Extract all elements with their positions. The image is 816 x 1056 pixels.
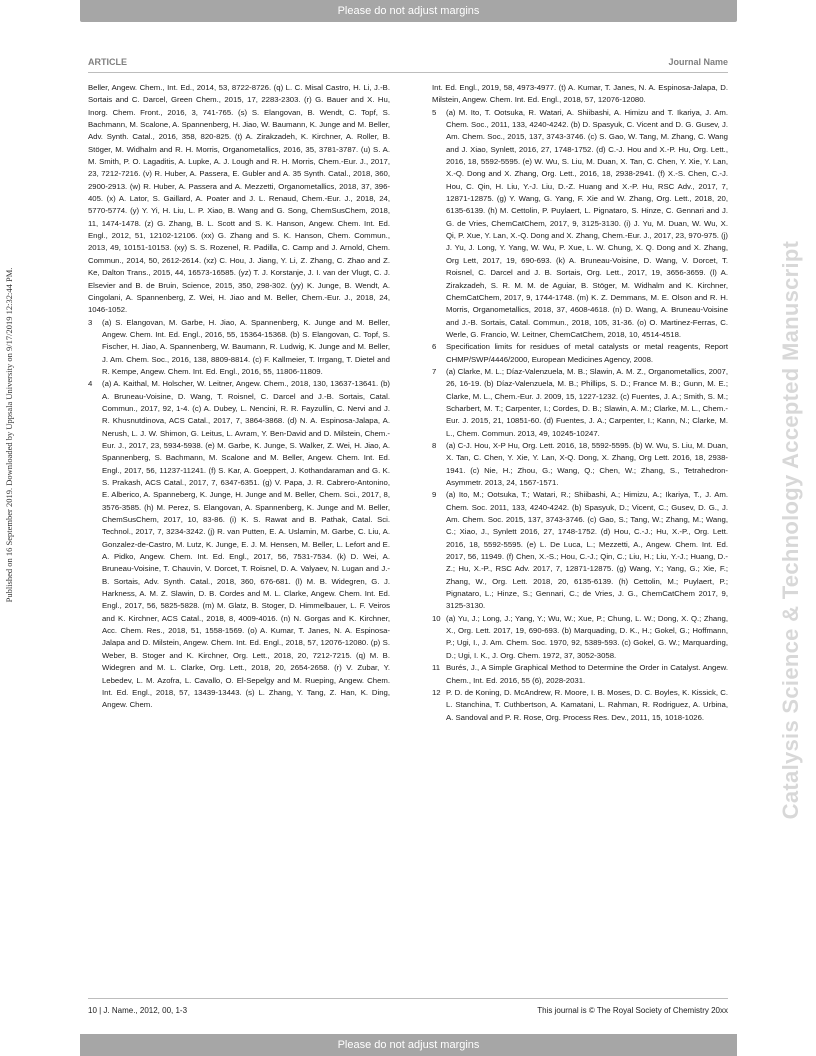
reference-7 bbox=[432, 366, 728, 440]
reference-5 bbox=[432, 107, 728, 342]
reference-text: Specification limits for residues of metal catalysts or metal reagents, Report CHMP/SWP/4446/2000, European Medicines Agency, 2008. bbox=[446, 342, 728, 364]
reference-text: (a) Ito, M.; Ootsuka, T.; Watari, R.; Shiibashi, A.; Himizu, A.; Ikariya, T., J. Am. Chem. Soc. 2011, 133, 4240-4242. (b) Spasyuk, D.; Vicent, C.; Gusev, D. G., J. Am. Chem. Soc. 2015, 137, 3743-3746. (c) Gao, S.; Tang, W.; Zhang, M.; Wang, C.; Xiao, J., Synlett 2016, 27, 1748-1752. (d) Hou, C.-J.; Hu, X.-P., Org. Lett. 2016, 18, 5592-5595. (e) L. De Luca, L.; Mezzetti, A., Angew. Chem. Int. Ed. 2017, 56, 11949. (f) Chen, X.-S.; Hou, C.-J.; Qin, C.; Liu, H.; Liu, Y.-J.; Huang, D.-Z.; Hu, X.-P., RSC Adv. 2017, 7, 12871-12875. (g) Wang, Y.; Yang, G.; Xie, F.; Zhang, W., Org. Lett. 2018, 20, 6135-6139. (h) Cettolin, M.; Puylaert, P.; Pignataro, L.; Hinze, S.; Gennari, C.; de Vries, J. G., ChemCatChem 2017, 9, 3125-3130. bbox=[446, 490, 728, 611]
reference-text: (a) Yu, J.; Long, J.; Yang, Y.; Wu, W.; Xue, P.; Chung, L. W.; Dong, X. Q.; Zhang, X., Org. Lett. 2017, 19, 690-693. (b) Marquading, D. K., H.; Gokel, G.; Hoffmann, P.; Ugi, I., J. Am. Chem. Soc. 1970, 92, 5389-593. (c) Gokel, G. W.; Marquarding, D.; Ugi, I. K., J. Org. Chem. 1972, 37, 3052-3058. bbox=[446, 613, 728, 660]
reference-number: 3 bbox=[88, 317, 93, 327]
margin-note-bottom: Please do not adjust margins bbox=[80, 1034, 737, 1056]
reference-text: Burés, J., A Simple Graphical Method to Determine the Order in Catalyst. Angew. Chem., Int. Ed. 2016, 55 (6), 2028-2031. bbox=[446, 663, 728, 685]
reference-number: 11 bbox=[432, 663, 441, 673]
reference-10 bbox=[432, 613, 728, 662]
reference-3 bbox=[88, 317, 390, 379]
footer-copyright: This journal is © The Royal Society of Chemistry 20xx bbox=[537, 1006, 728, 1015]
reference-number: 5 bbox=[432, 107, 437, 117]
journal-name-label: Journal Name bbox=[668, 57, 728, 67]
reference-6 bbox=[432, 341, 728, 366]
accepted-manuscript-watermark: Catalysis Science & Technology Accepted Manuscript bbox=[778, 240, 803, 820]
reference-continuation: Beller, Angew. Chem., Int. Ed., 2014, 53, 8722-8726. (q) L. C. Misal Castro, H. Li, J.-B. Sortais and C. Darcel, Green Chem., 2015, 17, 2283-2303. (r) G. Bauer and X. Hu, Inorg. Chem. Front., 2016, 3, 741-765. (s) S. Elangovan, B. Wendt, C. Topf, S. Bachmann, M. Scalone, A. Spannenberg, H. Jiao, W. Baumann, K. Junge and M. Beller, Adv. Synth. Catal., 2016, 358, 820-825. (t) A. Zirakzadeh, K. Kirchner, A. Roller, B. Stöger, M. Widhalm and R. H. Morris, Organometallics, 2016, 35, 3781-3787. (u) S. A. M. Smith, P. O. Lagaditis, A. Lupke, A. J. Lough and R. H. Morris, Chem.-Eur. J., 2017, 23, 7212-7216. (v) R. Huber, A. Passera, E. Gubler and A. 35 Synth. Catal., 2018, 360, 2900-2913. (w) R. Huber, A. Passera and A. Mezzetti, Organometallics, 2018, 37, 396-405. (x) A. Lator, S. Gaillard, A. Poater and J. L. Renaud, Chem.-Eur. J., 2018, 24, 5770-5774. (y) Y. Yi, H. Liu, L. P. Xiao, B. Wang and G. Song, ChemSusChem, 2018, 11, 1474-1478. (z) G. Zhang, B. L. Scott and S. K. Hanson, Angew. Chem. Int. Ed. Engl., 2012, 51, 12102-12106. (xx) G. Zhang and S. K. Hanson, Chem. Commun., 2013, 49, 10151-10153. (xy) S. S. Rozenel, R. Padilla, C. Camp and J. Arnold, Chem. Commun., 2014, 50, 2612-2614. (xz) C. Hou, J. Jiang, Y. Li, Z. Zhang, C. Zhao and Z. Ke, Dalton Trans., 2015, 44, 16573-16585. (yz) T. J. Korstanje, J. I. van der Vlugt, C. J. Elsevier and B. de Bruin, Science, 2015, 350, 298-302. (yy) K. Junge, B. Wendt, A. Cingolani, A. Spannenberg, Z. Wei, H. Jiao and M. Beller, Chem.-Eur. J., 2018, 24, 1046-1052. bbox=[88, 83, 390, 315]
publication-note-text: Published on 16 September 2019. Downloaded by Uppsala University on 9/17/2019 12:32:44 PM. bbox=[4, 267, 14, 603]
reference-text: (a) S. Elangovan, M. Garbe, H. Jiao, A. Spannenberg, K. Junge and M. Beller, Angew. Chem. Int. Ed. Engl., 2016, 55, 15364-15368. (b) S. Elangovan, C. Topf, S. Fischer, H. Jiao, A. Spannenberg, W. Baumann, R. Ludwig, K. Junge and M. Beller, J. Am. Chem. Soc., 2016, 138, 8809-8814. (c) F. Kallmeier, T. Irrgang, T. Dietel and R. Kempe, Angew. Chem. Int. Ed. Engl., 2016, 55, 11806-11809. bbox=[102, 317, 390, 376]
reference-number: 4 bbox=[88, 379, 93, 389]
reference-text: (a) Clarke, M. L.; Díaz-Valenzuela, M. B.; Slawin, A. M. Z., Organometallics, 2007, 26, 16-19. (b) Díaz-Valenzuela, M. B.; Phillips, S. D.; France M. B.; Gunn, M. E.; Clarke, M. L., Chem.-Eur. J. 2009, 15, 1227-1232. (c) Fuentes, J. A.; Smith, S. M.; Scharbert, M. T.; Carpenter, I.; Cordes, D. B.; Slawin, A. M.; Clarke, M. L., Chem.-Eur. J. 2015, 21, 10851-60. (d) Fuentes, J. A.; Carpenter, I.; Kann, N.; Clarke, M. L., Chem. Commun. 2013, 49, 10245-10247. bbox=[446, 366, 728, 438]
references-left-column bbox=[88, 82, 390, 712]
reference-number: 9 bbox=[432, 490, 437, 500]
footer-citation: 10 | J. Name., 2012, 00, 1-3 bbox=[88, 1006, 188, 1015]
reference-number: 12 bbox=[432, 687, 441, 697]
reference-number: 10 bbox=[432, 613, 441, 623]
reference-number: 8 bbox=[432, 440, 437, 450]
reference-text: (a) C-J. Hou, X-P Hu, Org. Lett. 2016, 18, 5592-5595. (b) W. Wu, S. Liu, M. Duan, X. Tan, C. Chen, Y. Xie, Y. Lan, X-Q. Dong, X. Zhang, Org Lett. 2016, 18, 2938-1941. (c) Nie, H.; Zhou, G.; Wang, Q.; Chen, W.; Zhang, S., Tetrahedron-Asymmetr. 2013, 24, 1567-1571. bbox=[446, 440, 728, 487]
reference-text: (a) M. Ito, T. Ootsuka, R. Watari, A. Shiibashi, A. Himizu and T. Ikariya, J. Am. Chem. Soc., 2011, 133, 4240-4242. (b) D. Spasyuk, C. Vicent and D. G. Gusev, J. Am. Chem. Soc., 2015, 137, 3743-3746. (c) S. Gao, W. Tang, M. Zhang, C. Wang and J. Xiao, Synlett, 2016, 27, 1748-1752. (d) C.-J. Hou and X.-P. Hu, Org. Lett., 2016, 18, 5592-5595. (e) W. Wu, S. Liu, M. Duan, X. Tan, C. Chen, Y. Xie, Y. Lan, X.-Q. Dong and X. Zhang, Org. Lett., 2016, 18, 2938-2941. (f) X.-S. Chen, C.-J. Hou, C. Qin, H. Liu, Y.-J. Liu, D.-Z. Huang and X.-P. Hu, RSC Adv., 2017, 7, 12871-12875. (g) Y. Wang, G. Yang, F. Xie and W. Zhang, Org. Lett., 2018, 20, 6135-6139. (h) M. Cettolin, P. Puylaert, L. Pignataro, S. Hinze, C. Gennari and J. G. de Vries, ChemCatChem, 2017, 9, 3125-3130. (i) J. Yu, M. Duan, W. Wu, X. Qi, P. Xue, Y. Lan, X.-Q. Dong and X. Zhang, Chem.-Eur. J., 2017, 23, 970-975. (j) J. Yu, J. Long, Y. Yang, W. Wu, P. Xue, L. W. Chung, X. Q. Dong and X. Zhang, Org Lett, 2017, 19, 690-693. (k) A. Bruneau-Voisine, D. Wang, V. Dorcet, T. Roisnel, C. Darcel and J. B. Sortais, Org. Lett., 2017, 19, 3656-3659. (l) A. Zirakzadeh, S. R. M. M. de Aguiar, B. Stöger, M. Widhalm and K. Kirchner, ChemCatChem, 2017, 9, 1744-1748. (m) K. Z. Demmans, M. E. Olson and R. H. Morris, Organometallics, 2018, 37, 4608-4618. (n) D. Wang, A. Bruneau-Voisine and J.-B. Sortais, Catal. Commun., 2018, 105, 31-36. (o) O. Martinez-Ferras, C. Werle, G. Francio, W. Leitner, ChemCatChem, 2018, 10, 4514-4518. bbox=[446, 107, 728, 339]
header-rule bbox=[88, 72, 728, 73]
reference-continuation: Int. Ed. Engl., 2019, 58, 4973-4977. (t) A. Kumar, T. Janes, N. A. Espinosa-Jalapa, D. Milstein, Angew. Chem. Int. Ed. Engl., 2018, 57, 12076-12080. bbox=[432, 83, 728, 105]
footer-rule bbox=[88, 998, 728, 999]
publication-side-note bbox=[0, 0, 18, 1056]
reference-text: (a) A. Kaithal, M. Holscher, W. Leitner, Angew. Chem., 2018, 130, 13637-13641. (b) A. Bruneau-Voisine, D. Wang, T. Roisnel, C. Darcel and J.-B. Sortais, Catal. Commun., 2017, 92, 1-4. (c) A. Dubey, L. Nencini, R. R. Fayzullin, C. Nervi and J. R. Khusnutdinova, ACS Catal., 2017, 7, 3864-3868. (d) N. A. Espinosa-Jalapa, A. Nerush, L. J. W. Shimon, G. Leitus, L. Avram, Y. Ben-David and D. Milstein, Chem.-Eur. J., 2017, 23, 5934-5938. (e) M. Garbe, K. Junge, S. Walker, Z. Wei, H. Jiao, A. Spannenberg, S. Bachmann, M. Scalone and M. Beller, Angew. Chem. Int. Ed. Engl., 2017, 56, 11237-11241. (f) S. Kar, A. Goeppert, J. Kothandaraman and G. K. S. Prakash, ACS Catal., 2017, 7, 6347-6351. (g) V. Papa, J. R. Cabrero-Antonino, E. Alberico, A. Spanneberg, K. Junge, H. Junge and M. Beller, Chem. Sci., 2017, 8, 3576-3585. (h) M. Perez, S. Elangovan, A. Spannenberg, K. Junge and M. Beller, ChemSusChem, 2017, 10, 83-86. (i) K. S. Rawat and B. Pathak, Catal. Sci. Technol., 2017, 7, 3234-3242. (j) R. van Putten, E. A. Uslamin, M. Garbe, C. Liu, A. Gonzalez-de-Castro, M. Lutz, K. Junge, E. J. M. Hensen, M. Beller, L. Lefort and E. A. Pidko, Angew. Chem. Int. Ed. Engl., 2017, 56, 7531-7534. (k) D. Wei, A. Bruneau-Voisine, T. Chauvin, V. Dorcet, T. Roisnel, D. A. Valyaev, N. Lugan and J.-B. Sortais, Adv. Synth. Catal., 2018, 360, 676-681. (l) M. B. Widegren, G. J. Harkness, A. M. Z. Slawin, D. B. Cordes and M. L. Clarke, Angew. Chem. Int. Ed. Engl., 2017, 56, 5825-5828. (m) M. Glatz, B. Stoger, D. Himmelbauer, L. F. Veiros and K. Kirchner, ACS Catal., 2018, 8, 4009-4016. (n) N. Gorgas and K. Kirchner, Acc. Chem. Res., 2018, 51, 1558-1569. (o) A. Kumar, T. Janes, N. A. Espinosa-Jalapa and D. Milstein, Angew. Chem. Int. Ed. Engl., 2018, 57, 12076-12080. (p) S. Weber, B. Stoger and K. Kirchner, Org. Lett., 2018, 20, 7212-7215. (q) M. B. Widegren and M. L. Clarke, Org. Lett., 2018, 20, 2654-2658. (r) V. Zubar, Y. Lebedev, L. M. Azofra, L. Cavallo, O. El-Sepelgy and M. Rueping, Angew. Chem. Int. Ed. Engl., 2018, 57, 13439-13443. (s) L. Zhang, Y. Tang, Z. Han, K. Ding, Angew. Chem. bbox=[102, 379, 390, 710]
reference-text: P. D. de Koning, D. McAndrew, R. Moore, I. B. Moses, D. C. Boyles, K. Kissick, C. L. Stanchina, T. Cuthbertson, A. Kamatani, L. Rahman, R. Rodriguez, A. Urbina, A. Sandoval and P. R. Rose, Org. Process Res. Dev., 2011, 15, 1018-1026. bbox=[446, 687, 728, 722]
references-right-column bbox=[432, 82, 728, 724]
article-label: ARTICLE bbox=[88, 57, 127, 67]
reference-4 bbox=[88, 378, 390, 711]
margin-note-top: Please do not adjust margins bbox=[80, 0, 737, 22]
reference-12 bbox=[432, 687, 728, 724]
reference-number: 7 bbox=[432, 366, 437, 376]
reference-11 bbox=[432, 662, 728, 687]
reference-9 bbox=[432, 489, 728, 612]
reference-8 bbox=[432, 440, 728, 489]
reference-number: 6 bbox=[432, 342, 437, 352]
